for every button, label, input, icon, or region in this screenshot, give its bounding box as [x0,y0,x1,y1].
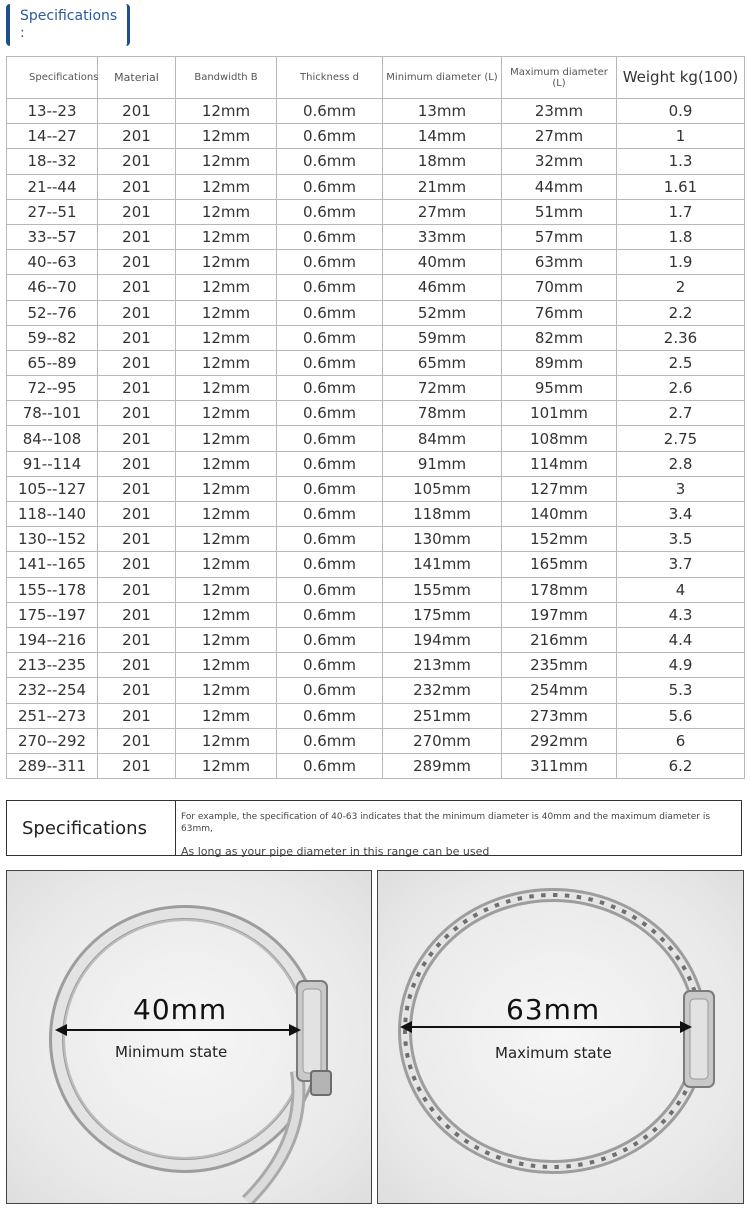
cell-material: 201 [98,275,176,300]
cell-min-diameter: 14mm [383,124,502,149]
cell-max-diameter: 27mm [502,124,617,149]
cell-thickness: 0.6mm [277,502,383,527]
cell-thickness: 0.6mm [277,124,383,149]
cell-max-diameter: 178mm [502,577,617,602]
table-row [7,275,745,300]
cell-thickness: 0.6mm [277,703,383,728]
note-example-text: For example, the specification of 40-63 indicates that the minimum diameter is 40mm and the maximum diameter is 63mm, [181,812,711,834]
cell-max-diameter: 95mm [502,376,617,401]
cell-specification: 13--23 [7,99,98,124]
cell-min-diameter: 270mm [383,728,502,753]
column-header-material: Material [98,57,176,99]
cell-material: 201 [98,325,176,350]
cell-specification: 130--152 [7,527,98,552]
specification-note [6,800,742,856]
cell-max-diameter: 311mm [502,753,617,778]
note-title: Specifications [7,801,176,855]
cell-material: 201 [98,224,176,249]
cell-specification: 72--95 [7,376,98,401]
cell-material: 201 [98,401,176,426]
cell-material: 201 [98,753,176,778]
cell-weight: 1.9 [617,250,745,275]
cell-specification: 105--127 [7,476,98,501]
specifications-tab [6,4,130,46]
cell-bandwidth: 12mm [176,376,277,401]
cell-material: 201 [98,426,176,451]
cell-min-diameter: 65mm [383,350,502,375]
cell-material: 201 [98,149,176,174]
hose-clamp-min-illustration [7,871,372,1204]
cell-specification: 118--140 [7,502,98,527]
cell-max-diameter: 101mm [502,401,617,426]
cell-specification: 194--216 [7,627,98,652]
cell-max-diameter: 197mm [502,602,617,627]
table-row [7,703,745,728]
cell-specification: 232--254 [7,678,98,703]
cell-specification: 289--311 [7,753,98,778]
cell-material: 201 [98,250,176,275]
cell-specification: 141--165 [7,552,98,577]
cell-min-diameter: 141mm [383,552,502,577]
cell-min-diameter: 251mm [383,703,502,728]
cell-specification: 14--27 [7,124,98,149]
table-row [7,502,745,527]
cell-specification: 78--101 [7,401,98,426]
cell-weight: 2.6 [617,376,745,401]
cell-material: 201 [98,728,176,753]
cell-min-diameter: 213mm [383,653,502,678]
cell-material: 201 [98,350,176,375]
cell-specification: 21--44 [7,174,98,199]
cell-weight: 1.8 [617,224,745,249]
table-row [7,527,745,552]
cell-thickness: 0.6mm [277,426,383,451]
cell-bandwidth: 12mm [176,703,277,728]
table-row [7,627,745,652]
cell-bandwidth: 12mm [176,174,277,199]
cell-min-diameter: 33mm [383,224,502,249]
table-row [7,124,745,149]
cell-thickness: 0.6mm [277,728,383,753]
cell-thickness: 0.6mm [277,300,383,325]
cell-max-diameter: 140mm [502,502,617,527]
cell-material: 201 [98,476,176,501]
cell-min-diameter: 289mm [383,753,502,778]
column-header-min-diameter: Minimum diameter (L) [383,57,502,99]
cell-max-diameter: 23mm [502,99,617,124]
cell-weight: 4 [617,577,745,602]
hose-clamp-max-illustration [378,871,744,1204]
cell-bandwidth: 12mm [176,300,277,325]
cell-specification: 33--57 [7,224,98,249]
cell-bandwidth: 12mm [176,224,277,249]
cell-max-diameter: 152mm [502,527,617,552]
table-row [7,753,745,778]
cell-max-diameter: 63mm [502,250,617,275]
cell-material: 201 [98,577,176,602]
table-body [7,99,745,779]
cell-max-diameter: 254mm [502,678,617,703]
cell-weight: 6 [617,728,745,753]
maximum-state-label: Maximum state [495,1044,612,1062]
cell-thickness: 0.6mm [277,678,383,703]
cell-specification: 175--197 [7,602,98,627]
cell-weight: 6.2 [617,753,745,778]
minimum-state-label: Minimum state [115,1043,228,1061]
cell-min-diameter: 91mm [383,451,502,476]
cell-weight: 1.3 [617,149,745,174]
column-header-specifications: Specifications [7,57,98,99]
table-header-row [7,57,745,99]
cell-weight: 2.8 [617,451,745,476]
cell-weight: 3 [617,476,745,501]
cell-bandwidth: 12mm [176,552,277,577]
cell-thickness: 0.6mm [277,476,383,501]
table-row [7,401,745,426]
cell-weight: 2.5 [617,350,745,375]
cell-max-diameter: 76mm [502,300,617,325]
cell-specification: 59--82 [7,325,98,350]
table-row [7,426,745,451]
cell-bandwidth: 12mm [176,602,277,627]
cell-max-diameter: 44mm [502,174,617,199]
cell-weight: 2.2 [617,300,745,325]
cell-bandwidth: 12mm [176,426,277,451]
column-header-max-diameter: Maximum diameter (L) [502,57,617,99]
specifications-table [6,56,745,779]
cell-weight: 3.4 [617,502,745,527]
cell-max-diameter: 51mm [502,199,617,224]
cell-specification: 52--76 [7,300,98,325]
cell-specification: 213--235 [7,653,98,678]
table-row [7,174,745,199]
cell-bandwidth: 12mm [176,99,277,124]
cell-thickness: 0.6mm [277,627,383,652]
cell-bandwidth: 12mm [176,451,277,476]
cell-bandwidth: 12mm [176,275,277,300]
cell-thickness: 0.6mm [277,602,383,627]
cell-min-diameter: 72mm [383,376,502,401]
table-row [7,99,745,124]
table-row [7,250,745,275]
column-header-thickness: Thickness d [277,57,383,99]
cell-min-diameter: 59mm [383,325,502,350]
cell-specification: 251--273 [7,703,98,728]
cell-bandwidth: 12mm [176,577,277,602]
cell-bandwidth: 12mm [176,476,277,501]
cell-thickness: 0.6mm [277,451,383,476]
cell-material: 201 [98,552,176,577]
cell-min-diameter: 232mm [383,678,502,703]
cell-thickness: 0.6mm [277,224,383,249]
cell-min-diameter: 155mm [383,577,502,602]
cell-specification: 65--89 [7,350,98,375]
table-row [7,149,745,174]
cell-weight: 1 [617,124,745,149]
cell-min-diameter: 40mm [383,250,502,275]
table-row [7,350,745,375]
cell-min-diameter: 194mm [383,627,502,652]
cell-min-diameter: 118mm [383,502,502,527]
maximum-state-photo [377,870,744,1204]
cell-specification: 27--51 [7,199,98,224]
table-row [7,224,745,249]
cell-max-diameter: 32mm [502,149,617,174]
maximum-dimension-label: 63mm [506,993,601,1026]
cell-weight: 2.75 [617,426,745,451]
cell-bandwidth: 12mm [176,627,277,652]
cell-bandwidth: 12mm [176,401,277,426]
cell-max-diameter: 108mm [502,426,617,451]
cell-min-diameter: 13mm [383,99,502,124]
table-row [7,653,745,678]
cell-specification: 270--292 [7,728,98,753]
cell-thickness: 0.6mm [277,577,383,602]
cell-max-diameter: 273mm [502,703,617,728]
cell-weight: 1.7 [617,199,745,224]
table-row [7,577,745,602]
cell-specification: 84--108 [7,426,98,451]
cell-thickness: 0.6mm [277,401,383,426]
table-row [7,728,745,753]
cell-material: 201 [98,99,176,124]
cell-weight: 4.3 [617,602,745,627]
table-row [7,325,745,350]
cell-material: 201 [98,300,176,325]
cell-bandwidth: 12mm [176,728,277,753]
cell-thickness: 0.6mm [277,149,383,174]
cell-material: 201 [98,174,176,199]
cell-bandwidth: 12mm [176,250,277,275]
cell-thickness: 0.6mm [277,753,383,778]
cell-material: 201 [98,451,176,476]
table-row [7,451,745,476]
cell-thickness: 0.6mm [277,174,383,199]
cell-max-diameter: 127mm [502,476,617,501]
cell-material: 201 [98,124,176,149]
cell-max-diameter: 89mm [502,350,617,375]
cell-material: 201 [98,627,176,652]
table-row [7,552,745,577]
cell-material: 201 [98,653,176,678]
cell-bandwidth: 12mm [176,149,277,174]
cell-specification: 18--32 [7,149,98,174]
cell-max-diameter: 57mm [502,224,617,249]
cell-bandwidth: 12mm [176,325,277,350]
cell-thickness: 0.6mm [277,275,383,300]
cell-thickness: 0.6mm [277,350,383,375]
specifications-tab-label: Specifications : [20,8,118,41]
cell-material: 201 [98,376,176,401]
cell-weight: 2 [617,275,745,300]
note-usage-text: As long as your pipe diameter in this range can be used [181,845,490,858]
cell-thickness: 0.6mm [277,552,383,577]
cell-weight: 4.4 [617,627,745,652]
cell-bandwidth: 12mm [176,653,277,678]
cell-thickness: 0.6mm [277,653,383,678]
cell-thickness: 0.6mm [277,325,383,350]
table-row [7,300,745,325]
cell-max-diameter: 216mm [502,627,617,652]
cell-max-diameter: 292mm [502,728,617,753]
minimum-state-photo [6,870,372,1204]
cell-material: 201 [98,678,176,703]
cell-specification: 155--178 [7,577,98,602]
note-text [176,801,741,858]
cell-weight: 1.61 [617,174,745,199]
cell-max-diameter: 114mm [502,451,617,476]
cell-weight: 2.36 [617,325,745,350]
cell-min-diameter: 18mm [383,149,502,174]
cell-bandwidth: 12mm [176,527,277,552]
cell-material: 201 [98,703,176,728]
cell-specification: 40--63 [7,250,98,275]
column-header-weight: Weight kg(100) [617,57,745,99]
cell-max-diameter: 82mm [502,325,617,350]
cell-weight: 5.6 [617,703,745,728]
cell-thickness: 0.6mm [277,527,383,552]
cell-weight: 3.7 [617,552,745,577]
cell-bandwidth: 12mm [176,350,277,375]
cell-min-diameter: 27mm [383,199,502,224]
table-row [7,376,745,401]
table-row [7,602,745,627]
cell-specification: 91--114 [7,451,98,476]
cell-weight: 3.5 [617,527,745,552]
cell-weight: 5.3 [617,678,745,703]
table-row [7,678,745,703]
cell-bandwidth: 12mm [176,199,277,224]
cell-min-diameter: 105mm [383,476,502,501]
cell-material: 201 [98,602,176,627]
cell-min-diameter: 52mm [383,300,502,325]
cell-bandwidth: 12mm [176,753,277,778]
cell-weight: 0.9 [617,99,745,124]
minimum-dimension-label: 40mm [133,993,228,1026]
cell-min-diameter: 46mm [383,275,502,300]
table-row [7,476,745,501]
cell-thickness: 0.6mm [277,199,383,224]
cell-material: 201 [98,199,176,224]
cell-material: 201 [98,527,176,552]
cell-bandwidth: 12mm [176,678,277,703]
column-header-bandwidth: Bandwidth B [176,57,277,99]
cell-max-diameter: 70mm [502,275,617,300]
cell-material: 201 [98,502,176,527]
cell-thickness: 0.6mm [277,250,383,275]
cell-min-diameter: 21mm [383,174,502,199]
cell-min-diameter: 84mm [383,426,502,451]
cell-bandwidth: 12mm [176,124,277,149]
cell-weight: 4.9 [617,653,745,678]
cell-min-diameter: 175mm [383,602,502,627]
cell-specification: 46--70 [7,275,98,300]
table-row [7,199,745,224]
cell-thickness: 0.6mm [277,376,383,401]
cell-max-diameter: 165mm [502,552,617,577]
cell-max-diameter: 235mm [502,653,617,678]
cell-thickness: 0.6mm [277,99,383,124]
cell-weight: 2.7 [617,401,745,426]
cell-bandwidth: 12mm [176,502,277,527]
cell-min-diameter: 130mm [383,527,502,552]
cell-min-diameter: 78mm [383,401,502,426]
